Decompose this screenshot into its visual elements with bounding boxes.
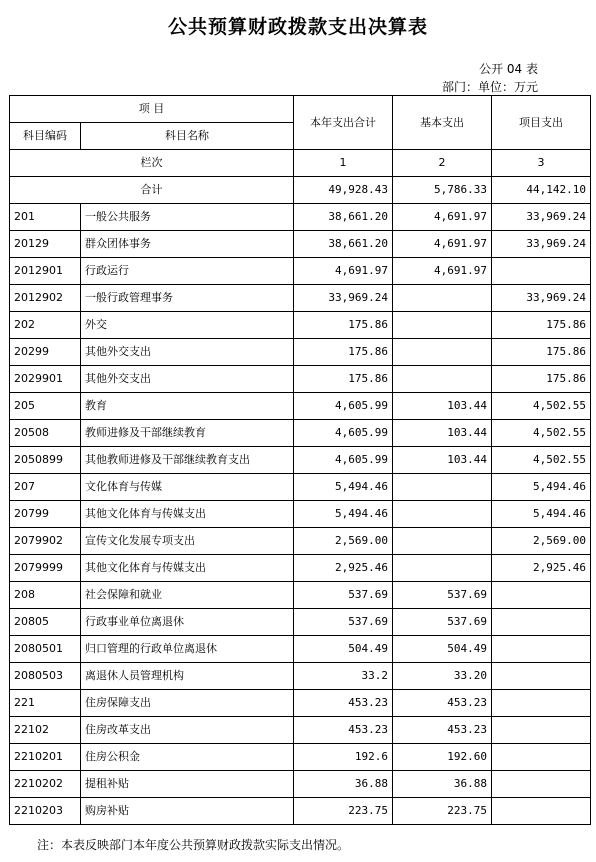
row-basic [393,555,492,582]
row-project [492,798,591,825]
row-basic [393,474,492,501]
row-project: 175.86 [492,339,591,366]
column-index-2: 2 [393,150,492,177]
header-total: 本年支出合计 [294,96,393,150]
row-total: 4,605.99 [294,393,393,420]
row-project [492,636,591,663]
row-code: 20299 [10,339,81,366]
row-name: 其他外交支出 [81,366,294,393]
row-total: 175.86 [294,312,393,339]
row-code: 2012901 [10,258,81,285]
table-row [10,393,591,420]
row-total: 537.69 [294,609,393,636]
row-name: 购房补贴 [81,798,294,825]
totals-project: 44,142.10 [492,177,591,204]
footnote: 注：本表反映部门本年度公共预算财政拨款实际支出情况。 [37,838,350,852]
row-project: 2,569.00 [492,528,591,555]
row-name: 其他外交支出 [81,339,294,366]
row-basic [393,528,492,555]
row-name: 住房改革支出 [81,717,294,744]
row-code: 2080503 [10,663,81,690]
row-basic: 192.60 [393,744,492,771]
row-basic [393,501,492,528]
row-project [492,258,591,285]
row-code: 2012902 [10,285,81,312]
table-row [10,771,591,798]
row-total: 4,605.99 [294,447,393,474]
column-index-3: 3 [492,150,591,177]
row-total: 4,605.99 [294,420,393,447]
row-code: 2210202 [10,771,81,798]
header-basic: 基本支出 [393,96,492,150]
row-total: 38,661.20 [294,204,393,231]
row-basic: 4,691.97 [393,258,492,285]
row-name: 宣传文化发展专项支出 [81,528,294,555]
row-name: 其他教师进修及干部继续教育支出 [81,447,294,474]
table-row [10,717,591,744]
row-basic [393,312,492,339]
expenditure-table [9,95,591,825]
row-total: 33,969.24 [294,285,393,312]
row-project: 5,494.46 [492,474,591,501]
row-code: 20508 [10,420,81,447]
row-code: 2050899 [10,447,81,474]
header-item: 项 目 [10,96,294,123]
row-name: 文化体育与传媒 [81,474,294,501]
row-basic: 103.44 [393,393,492,420]
row-name: 一般行政管理事务 [81,285,294,312]
row-project [492,663,591,690]
row-name: 外交 [81,312,294,339]
table-row [10,339,591,366]
totals-row [10,177,591,204]
row-name: 住房公积金 [81,744,294,771]
row-code: 2079902 [10,528,81,555]
table-row [10,204,591,231]
row-name: 住房保障支出 [81,690,294,717]
row-total: 537.69 [294,582,393,609]
row-basic: 537.69 [393,609,492,636]
row-code: 201 [10,204,81,231]
header-code: 科目编码 [10,123,81,150]
row-basic: 223.75 [393,798,492,825]
row-total: 5,494.46 [294,474,393,501]
row-name: 教育 [81,393,294,420]
row-total: 223.75 [294,798,393,825]
row-code: 208 [10,582,81,609]
form-number: 公开 04 表 [479,62,538,76]
row-code: 2080501 [10,636,81,663]
table-row [10,528,591,555]
row-project: 5,494.46 [492,501,591,528]
row-project: 33,969.24 [492,285,591,312]
row-total: 192.6 [294,744,393,771]
row-project: 33,969.24 [492,204,591,231]
row-basic: 504.49 [393,636,492,663]
row-basic: 36.88 [393,771,492,798]
row-code: 207 [10,474,81,501]
row-basic: 453.23 [393,690,492,717]
totals-total: 49,928.43 [294,177,393,204]
table-row [10,798,591,825]
row-name: 一般公共服务 [81,204,294,231]
row-total: 4,691.97 [294,258,393,285]
table-row [10,366,591,393]
table-row [10,285,591,312]
row-basic: 4,691.97 [393,231,492,258]
column-index-1: 1 [294,150,393,177]
row-project [492,690,591,717]
row-name: 教师进修及干部继续教育 [81,420,294,447]
table-row [10,231,591,258]
row-total: 33.2 [294,663,393,690]
row-code: 20129 [10,231,81,258]
totals-label: 合计 [10,177,294,204]
row-code: 20799 [10,501,81,528]
row-code: 22102 [10,717,81,744]
row-name: 其他文化体育与传媒支出 [81,501,294,528]
row-project [492,744,591,771]
table-row [10,312,591,339]
unit-label: 部门：单位：万元 [441,80,538,94]
header-name: 科目名称 [81,123,294,150]
row-basic: 103.44 [393,447,492,474]
page-title: 公共预算财政拨款支出决算表 [167,16,428,38]
row-code: 2210203 [10,798,81,825]
row-project: 33,969.24 [492,231,591,258]
row-project: 4,502.55 [492,393,591,420]
table-row [10,447,591,474]
row-total: 2,569.00 [294,528,393,555]
row-total: 453.23 [294,690,393,717]
row-total: 36.88 [294,771,393,798]
row-code: 2079999 [10,555,81,582]
row-total: 2,925.46 [294,555,393,582]
table-row [10,609,591,636]
table-row [10,258,591,285]
table-row [10,690,591,717]
row-total: 453.23 [294,717,393,744]
row-code: 205 [10,393,81,420]
table-row [10,474,591,501]
row-name: 社会保障和就业 [81,582,294,609]
row-name: 提租补贴 [81,771,294,798]
table-row [10,744,591,771]
row-total: 175.86 [294,339,393,366]
row-basic [393,285,492,312]
column-index-label: 栏次 [10,150,294,177]
header-project: 项目支出 [492,96,591,150]
row-code: 2029901 [10,366,81,393]
table-row [10,663,591,690]
row-name: 归口管理的行政单位离退休 [81,636,294,663]
row-total: 504.49 [294,636,393,663]
row-project: 2,925.46 [492,555,591,582]
row-name: 行政运行 [81,258,294,285]
row-project: 4,502.55 [492,420,591,447]
row-basic [393,339,492,366]
row-code: 2210201 [10,744,81,771]
row-basic [393,366,492,393]
row-basic: 453.23 [393,717,492,744]
totals-basic: 5,786.33 [393,177,492,204]
row-basic: 33.20 [393,663,492,690]
row-name: 其他文化体育与传媒支出 [81,555,294,582]
row-code: 202 [10,312,81,339]
row-basic: 103.44 [393,420,492,447]
row-total: 175.86 [294,366,393,393]
row-project: 175.86 [492,312,591,339]
row-project: 4,502.55 [492,447,591,474]
row-name: 行政事业单位离退休 [81,609,294,636]
row-basic: 4,691.97 [393,204,492,231]
column-index-row [10,150,591,177]
row-project: 175.86 [492,366,591,393]
row-project [492,717,591,744]
row-project [492,771,591,798]
row-name: 群众团体事务 [81,231,294,258]
row-total: 5,494.46 [294,501,393,528]
row-code: 20805 [10,609,81,636]
table-row [10,555,591,582]
header-row-top [10,96,591,123]
row-basic: 537.69 [393,582,492,609]
row-total: 38,661.20 [294,231,393,258]
table-row [10,582,591,609]
row-name: 离退休人员管理机构 [81,663,294,690]
table-row [10,501,591,528]
row-code: 221 [10,690,81,717]
row-project [492,609,591,636]
row-project [492,582,591,609]
table-row [10,420,591,447]
table-row [10,636,591,663]
